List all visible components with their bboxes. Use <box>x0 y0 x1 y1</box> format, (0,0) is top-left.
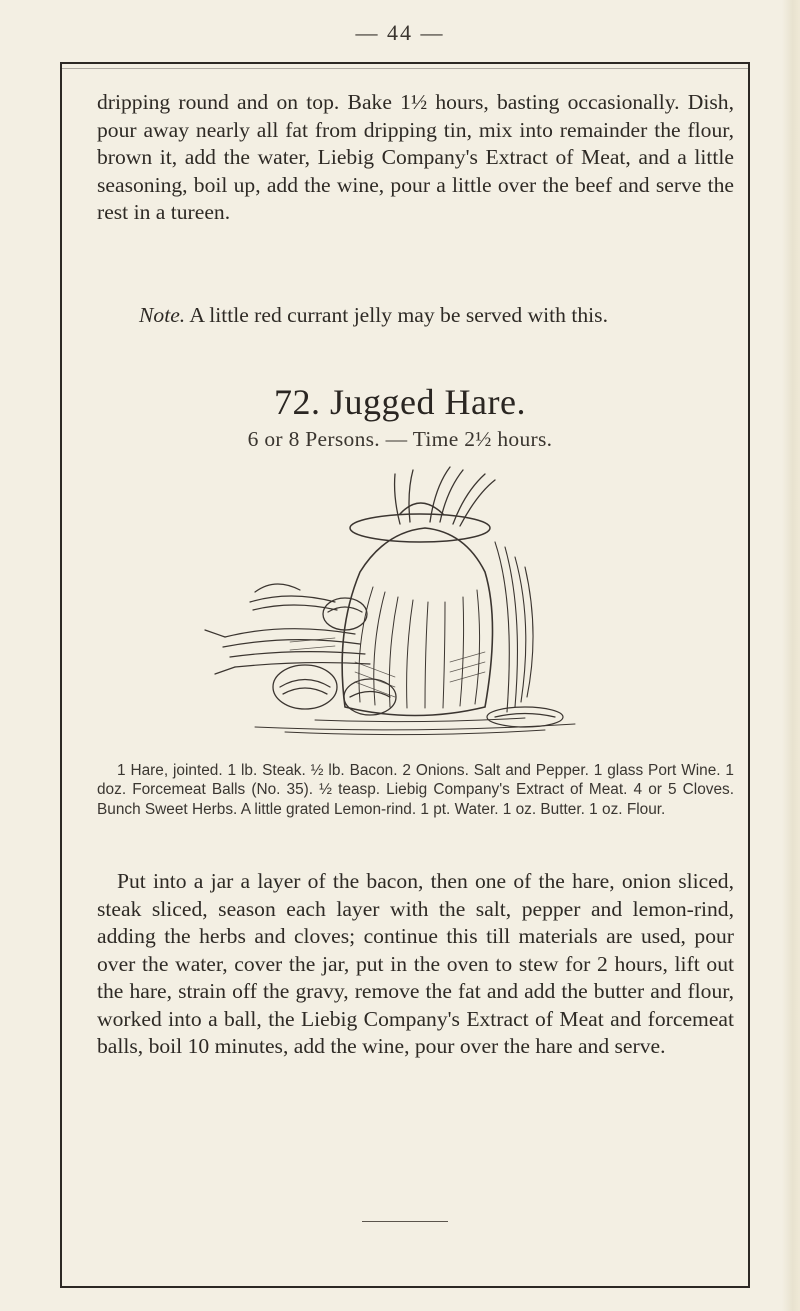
lemon <box>487 707 563 727</box>
right-stems <box>495 542 533 712</box>
ground-hatching <box>255 718 575 735</box>
closing-rule <box>362 1221 448 1222</box>
method-paragraph: Put into a jar a layer of the bacon, then one of the hare, onion sliced, steak sliced, season each layer with the salt, pepper and lemon-rind, adding the herbs and cloves; continue this till materials are used, pour over the water, cover the jar, put in the oven to stew for 2 hours, lift out the hare, strain off the gravy, remove the fat and add the butter and flour, worked into a ball, the Liebig Company's Extract of Meat and forcemeat balls, boil 10 minutes, add the wine, pour over the hare and serve. <box>97 869 734 1058</box>
jar-lid <box>350 503 490 542</box>
page-edge <box>782 0 800 1311</box>
note-label: Note. <box>139 303 186 327</box>
recipe-title: 72. Jugged Hare. <box>274 382 526 422</box>
jugged-hare-in-jar-illustration <box>195 462 635 737</box>
ingredients-list: 1 Hare, jointed. 1 lb. Steak. ½ lb. Bacon. 2 Onions. Salt and Pepper. 1 glass Port Wine. 1 doz. Forcemeat Balls (No. 35). ½ teasp. Liebig Company's Extract of Meat. 4 or 5 Cloves. Bunch Sweet Herbs. A little grated Lemon-rind. 1 pt. Water. 1 oz. Butter. 1 oz. Flour. <box>97 762 734 818</box>
hare-ears <box>395 467 495 526</box>
note-paragraph <box>97 302 734 330</box>
recipe-servings-time: 6 or 8 Persons. — Time 2½ hours. <box>247 427 553 451</box>
onions <box>273 598 396 715</box>
page-number: — 44 — <box>355 20 445 45</box>
continuation-paragraph: dripping round and on top. Bake 1½ hours, basting occasionally. Dish, pour away nearly all fat from dripping tin, mix into remainder the flour, brown it, add the water, Liebig Company's Extract of Meat, and a little seasoning, boil up, add the wine, pour a little over the beef and serve the rest in a tureen. <box>97 90 734 224</box>
note-text: A little red currant jelly may be served with this. <box>185 303 608 327</box>
